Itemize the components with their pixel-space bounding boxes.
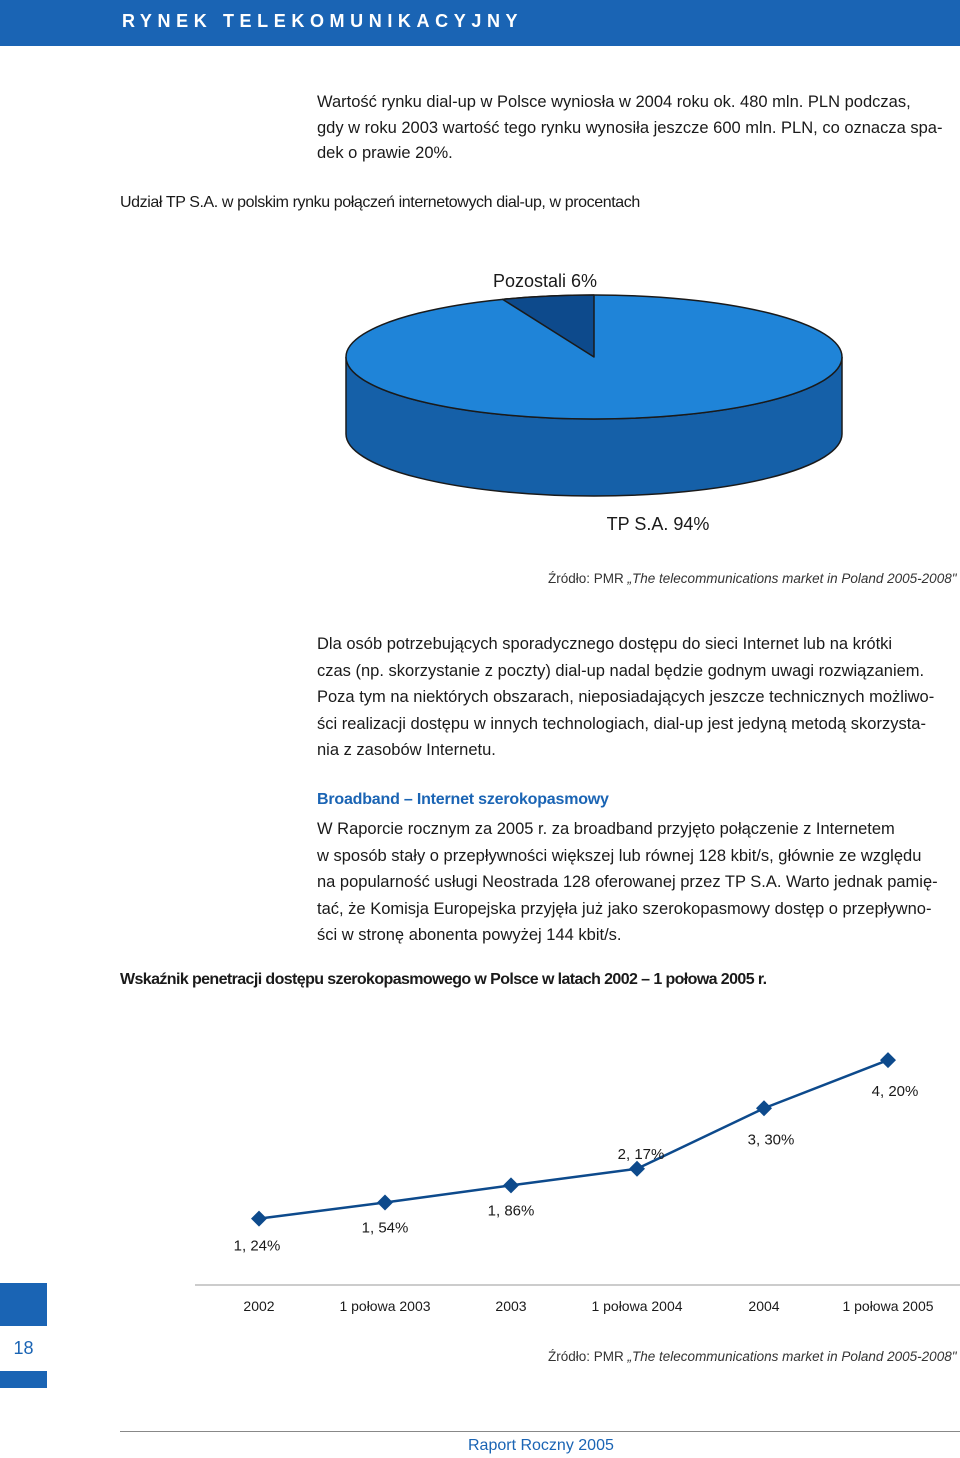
x-tick-label: 1 połowa 2003 xyxy=(339,1298,431,1314)
line-chart-title: Wskaźnik penetracji dostępu szerokopasmowego w Polsce w latach 2002 – 1 połowa 2005 r. xyxy=(120,971,767,988)
dialup-line: Dla osób potrzebujących sporadycznego dostępu do sieci Internet lub na krótki xyxy=(317,635,893,653)
data-label: 4, 20% xyxy=(871,1083,919,1101)
intro-line: Wartość rynku dial-up w Polsce wyniosła w 2004 roku ok. 480 mln. PLN podczas, xyxy=(317,93,911,111)
broadband-line: W Raporcie rocznym za 2005 r. za broadband przyjęto połączenie z Internetem xyxy=(317,820,895,838)
data-point-marker xyxy=(629,1161,645,1177)
data-point-marker xyxy=(503,1177,519,1193)
pie-group xyxy=(346,295,842,496)
broadband-heading: Broadband – Internet szerokopasmowy xyxy=(317,791,609,808)
pie-source xyxy=(548,571,957,586)
line-chart xyxy=(0,1000,960,1330)
pie-label-tp: TP S.A. 94% xyxy=(606,514,710,534)
page-number-bar-bottom xyxy=(0,1371,47,1388)
page-number-bar-top xyxy=(0,1283,47,1326)
data-point-marker xyxy=(377,1195,393,1211)
data-point-marker xyxy=(880,1052,896,1068)
x-tick-label: 1 połowa 2004 xyxy=(591,1298,683,1314)
page-number: 18 xyxy=(0,1326,47,1371)
dialup-paragraph xyxy=(317,631,953,764)
data-label: 2, 17% xyxy=(617,1145,665,1163)
data-label: 1, 86% xyxy=(487,1202,535,1220)
x-tick-label: 1 połowa 2005 xyxy=(842,1298,934,1314)
source-prefix: Źródło: PMR xyxy=(548,571,628,586)
line-group xyxy=(234,1052,934,1314)
data-point-marker xyxy=(251,1211,267,1227)
source-prefix: Źródło: PMR xyxy=(548,1349,628,1364)
footer-title: Raport Roczny 2005 xyxy=(468,1437,614,1454)
broadband-line: na popularność usługi Neostrada 128 oferowanej przez TP S.A. Warto jednak pamię- xyxy=(317,873,938,891)
source-title: „The telecommunications market in Poland 2005-2008" xyxy=(627,571,957,586)
pie-chart xyxy=(0,0,960,560)
x-tick-label: 2002 xyxy=(243,1298,275,1314)
line-source xyxy=(548,1349,957,1364)
data-label: 1, 54% xyxy=(361,1219,409,1237)
data-label: 1, 24% xyxy=(233,1237,281,1255)
broadband-line: w sposób stały o przepływności większej lub równej 128 kbit/s, głównie ze względu xyxy=(317,846,922,865)
dialup-line: Poza tym na niektórych obszarach, nieposiadających jeszcze technicznych możliwo- xyxy=(317,688,935,706)
intro-line: gdy w roku 2003 wartość tego rynku wynosiła jeszcze 600 mln. PLN, co oznacza spa- xyxy=(317,118,943,137)
intro-line: dek o prawie 20%. xyxy=(317,144,453,162)
source-title: „The telecommunications market in Poland 2005-2008" xyxy=(627,1349,957,1364)
dialup-line: czas (np. skorzystanie z poczty) dial-up nadal będzie godnym uwagi rozwiązaniem. xyxy=(317,661,925,680)
footer-rule xyxy=(120,1431,960,1432)
x-tick-label: 2004 xyxy=(748,1298,780,1314)
x-tick-label: 2003 xyxy=(495,1298,527,1314)
data-label: 3, 30% xyxy=(747,1131,795,1149)
section-title: RYNEK TELEKOMUNIKACYJNY xyxy=(122,11,524,31)
pie-label-pozostali: Pozostali 6% xyxy=(492,271,598,291)
dialup-line: nia z zasobów Internetu. xyxy=(317,741,496,759)
pie-chart-title: Udział TP S.A. w polskim rynku połączeń internetowych dial-up, w procentach xyxy=(120,194,640,211)
broadband-line: tać, że Komisja Europejska przyjęła już jako szerokopasmowy dostęp o przepływno- xyxy=(317,899,932,918)
broadband-paragraph xyxy=(317,816,953,949)
data-point-marker xyxy=(756,1100,772,1116)
broadband-line: ści w stronę abonenta powyżej 144 kbit/s. xyxy=(317,926,622,944)
dialup-line: ści realizacji dostępu w innych technologiach, dial-up jest jedyną metodą skorzysta- xyxy=(317,714,926,733)
